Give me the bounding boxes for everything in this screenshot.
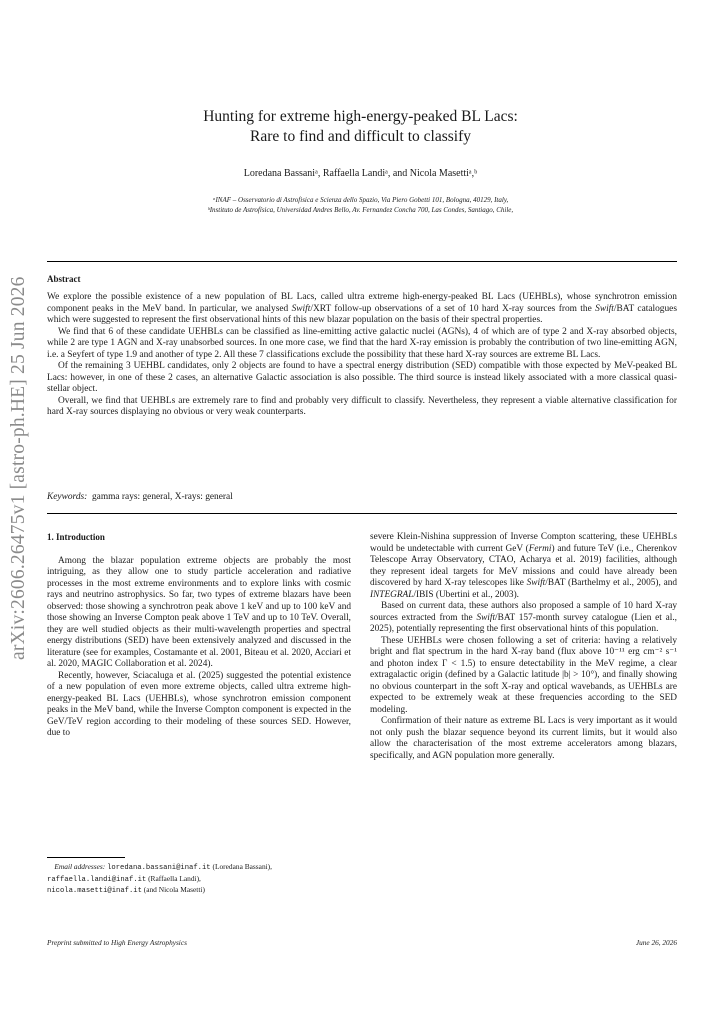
keywords-text: gamma rays: general, X-rays: general (91, 492, 233, 502)
abstract-paragraph-1: We explore the possible existence of a new population of BL Lacs, called ultra extreme high-energy-peaked BL Lacs (UEHBLs), whose synchrotron emission component peaks in the MeV band. In particular, we analysed Swift/XRT follow-up observations of a set of 10 hard X-ray sources from the Swift/BAT catalogues which were suggested to represent the first observational hints of this new blazar population on the basis of their spectral properties. (47, 292, 677, 326)
abstract-paragraph-3: Of the remaining 3 UEHBL candidates, only 2 objects are found to have a spectral energy distribution (SED) compatible with those expected by MeV-peaked BL Lacs: however, in one of these 2 cases, an alternative Galactic association is also possible. The third source is instead likely associated with a more classical quasi-stellar object. (47, 361, 677, 395)
right-column (370, 532, 677, 762)
left-column (47, 532, 351, 740)
keywords (47, 492, 233, 502)
affiliation-b: ᵇInstituto de Astrofísica, Universidad Andres Bello, Av. Fernandez Concha 700, Las Condes, Santiago, Chile, (207, 205, 514, 214)
intro-paragraph-5: These UEHBLs were chosen following a set of criteria: having a relatively bright and flat spectrum in the hard X-ray band (flux above 10⁻¹¹ erg cm⁻² s⁻¹ and photon index Γ < 1.5) to ensure detectability in the MeV regime, a clear extragalactic origin (defined by a Galactic latitude |b| > 10°), and finally showing no obvious counterpart in the soft X-ray and optical wavebands, as UEHBLs are expected to be extremely weak at these frequencies according to the SED modeling. (370, 635, 677, 715)
intro-paragraph-1: Among the blazar population extreme objects are probably the most intriguing, as they allow one to study particle acceleration and radiative processes in the most extreme environments and to explore links with cosmic rays and neutrino astrophysics. So far, two types of extreme blazars have been observed: those showing a synchrotron peak above 1 keV and up to 100 keV and those showing an Inverse Compton peak above 1 TeV and up to 10 TeV. Overall, they are well studied objects as their multi-wavelength properties and spectral energy distributions (SED) have been extensively analyzed and discussed in the literature (see for examples, Costamante et al. 2001, Biteau et al. 2020, Acciari et al. 2020, MAGIC Collaboration et al. 2024). (47, 555, 351, 669)
email-name-2: (Raffaella Landi), (148, 873, 201, 883)
footnote-emails (47, 862, 351, 897)
abstract-paragraph-4: Overall, we find that UEHBLs are extremely rare to find and probably very difficult to classify. Nevertheless, they represent a viable alternative classification for hard X-ray sources displaying no obvious or very weak counterparts. (47, 395, 677, 418)
section-heading-introduction: 1. Introduction (47, 532, 105, 542)
intro-paragraph-6: Confirmation of their nature as extreme BL Lacs is very important as it would not only push the blazar sequence beyond its current limits, but it would also allow the characterisation of the most extreme accelerators among blazars, specifically, and AGN population more generally. (370, 716, 677, 761)
footnote-rule (47, 857, 125, 858)
abstract-paragraph-2: We find that 6 of these candidate UEHBLs can be classified as line-emitting active galactic nuclei (AGNs), 4 of which are of type 2 and X-ray absorbed objects, while 2 are type 1 AGN and X-ray unabsorbed sources. In one more case, we find that the hard X-ray emission is probably the contribution of two line-emitting AGN, i.e. a Seyfert of type 1.9 and another of type 2. All these 7 classifications exclude the possibility that these hard X-ray sources are extreme BL Lacs. (47, 326, 677, 360)
abstract-bottom-rule (47, 513, 677, 514)
keywords-label: Keywords: (47, 492, 88, 502)
abstract-heading: Abstract (47, 274, 81, 284)
title-line-2: Rare to find and difficult to classify (250, 128, 471, 145)
affiliation-a: ᵃINAF – Osservatorio di Astrofisica e Scienza dello Spazio, Via Piero Gobetti 101, Bologna, 40129, Italy, (212, 196, 509, 204)
email-label: Email addresses: (54, 862, 106, 871)
arxiv-identifier: arXiv:2606.26475v1 [astro-ph.HE] 25 Jun 2026 (8, 276, 29, 660)
email-name-3: (and Nicola Masetti) (143, 885, 205, 895)
preprint-note: Preprint submitted to High Energy Astrophysics (47, 938, 187, 947)
footer-date: June 26, 2026 (635, 938, 677, 947)
email-link-3[interactable]: nicola.masetti@inaf.it (47, 887, 142, 896)
top-rule (47, 261, 677, 262)
abstract-body (47, 292, 677, 419)
email-name-1: (Loredana Bassani), (212, 862, 272, 871)
email-link-1[interactable]: loredana.bassani@inaf.it (107, 864, 211, 872)
affiliations (0, 196, 721, 216)
intro-paragraph-2: Recently, however, Sciacaluga et al. (2025) suggested the potential existence of a new population of even more extreme objects, called ultra extreme high-energy-peaked BL Lacs (UEHBLs), whose synchrotron emission component peaks in the MeV band, while the Inverse Compton component is expected in the GeV/TeV region according to their modeling of these sources SED. However, due to (47, 670, 351, 738)
intro-paragraph-4: Based on current data, these authors also proposed a sample of 10 hard X-ray sources extracted from the Swift/BAT 157-month survey catalogue (Lien et al., 2025), potentially representing the first observational hints of this population. (370, 601, 677, 634)
author-list: Loredana Bassaniᵃ, Raffaella Landiᵃ, and Nicola Masettiᵃ,ᵇ (243, 168, 478, 179)
email-link-2[interactable]: raffaella.landi@inaf.it (47, 875, 147, 884)
title-line-1: Hunting for extreme high-energy-peaked BL Lacs: (203, 108, 518, 125)
paper-title (0, 107, 721, 147)
intro-paragraph-3: severe Klein-Nishina suppression of Inverse Compton scattering, these UEHBLs would be undetectable with current GeV (Fermi) and future TeV (i.e., Cherenkov Telescope Array Observatory, CTAO, Acharya et al. 2019) facilities, although they represent ideal targets for MeV missions and could have already been discovered by hard X-ray telescopes like Swift/BAT (Barthelmy et al., 2005), and INTEGRAL/IBIS (Ubertini et al., 2003). (370, 532, 678, 600)
